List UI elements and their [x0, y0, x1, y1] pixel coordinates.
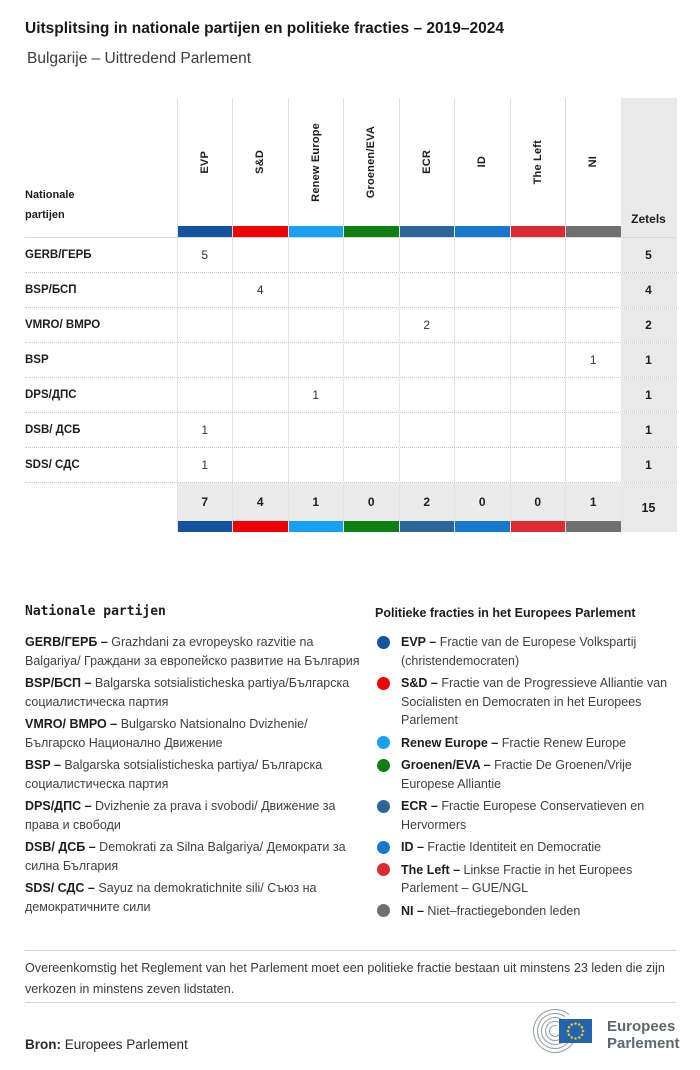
- party-name: GERB/ГЕРБ: [25, 249, 92, 261]
- seat-cell: 4: [232, 273, 288, 307]
- seat-cell: [565, 308, 621, 342]
- seat-cell: [288, 448, 344, 482]
- seat-cell: [399, 378, 455, 412]
- row-total-cell: 1: [621, 378, 677, 412]
- seat-cell: [288, 413, 344, 447]
- seat-cell: [343, 308, 399, 342]
- legend-entry: NI – Niet–fractiegebonden leden: [375, 902, 680, 921]
- renew-color-dot-icon: [377, 736, 390, 749]
- column-header-sd: [232, 98, 288, 237]
- column-header-renew-europe: [288, 98, 344, 237]
- seat-cell: 1: [565, 343, 621, 377]
- seat-cell: [343, 378, 399, 412]
- group-color-bar: [400, 521, 455, 532]
- seat-cell: [399, 343, 455, 377]
- seat-cell: [177, 308, 233, 342]
- column-header-id: [454, 98, 510, 237]
- row-header-label: Nationale partijen: [25, 189, 75, 221]
- seat-cell: [343, 448, 399, 482]
- fractions-legend: [375, 606, 680, 924]
- totals-empty-cell: [25, 483, 177, 532]
- group-color-bar: [511, 521, 566, 532]
- column-header-label: EVP: [198, 150, 211, 174]
- legend-heading: Politieke fracties in het Europees Parlement: [375, 606, 636, 620]
- legend-entry: VMRO/ ВМРО – Bulgarsko Natsionalno Dvizhenie/ Българско Национално Движение: [25, 717, 308, 750]
- source-value: Europees Parlement: [61, 1037, 188, 1052]
- total-cell: 0: [454, 483, 510, 532]
- seat-cell: [177, 273, 233, 307]
- ep-hemicycle-icon: [528, 1008, 598, 1062]
- seat-cell: [399, 238, 455, 272]
- seat-cell: [232, 308, 288, 342]
- row-total-cell: 1: [621, 448, 677, 482]
- grand-total-cell: 15: [621, 483, 677, 532]
- ecr-color-dot-icon: [377, 800, 390, 813]
- seat-cell: [232, 448, 288, 482]
- seat-cell: [177, 378, 233, 412]
- legend-entry: ECR – Fractie Europese Conservatieven en Hervormers: [375, 797, 680, 834]
- seat-cell: [399, 448, 455, 482]
- group-color-bar: [455, 521, 510, 532]
- total-cell: 2: [399, 483, 455, 532]
- legend-entry: EVP – Fractie van de Europese Volkspartij (christendemocraten): [375, 633, 680, 670]
- legend-entry: SDS/ СДС – Sayuz na demokratichnite sili/ Съюз на демократичните сили: [25, 881, 317, 914]
- column-header-ni: [565, 98, 621, 237]
- column-header-the-left: [510, 98, 566, 237]
- table-row: [25, 342, 677, 377]
- legend-heading: Nationale partijen: [25, 604, 166, 619]
- table-row: [25, 237, 677, 272]
- groenen-color-dot-icon: [377, 759, 390, 772]
- seat-cell: [510, 378, 566, 412]
- seat-cell: [232, 238, 288, 272]
- party-name: VMRO/ ВМРО: [25, 319, 101, 331]
- seat-cell: [232, 343, 288, 377]
- footnote: Overeenkomstig het Reglement van het Parlement moet een politieke fractie bestaan uit minstens 23 leden die zijn verkozen in minstens zeven lidstaten.: [25, 961, 665, 996]
- seat-cell: [232, 378, 288, 412]
- group-color-bar: [566, 521, 621, 532]
- seat-cell: 1: [177, 413, 233, 447]
- ep-logo-text: Europees Parlement: [607, 1018, 680, 1052]
- group-color-bar: [511, 226, 566, 237]
- column-header-label: Groenen/EVA: [365, 125, 378, 199]
- seat-cell: 2: [399, 308, 455, 342]
- group-color-bar: [344, 521, 399, 532]
- table-header-row: [25, 98, 677, 237]
- row-total-cell: 4: [621, 273, 677, 307]
- total-cell: 1: [288, 483, 344, 532]
- total-cell: 1: [565, 483, 621, 532]
- group-color-bar: [178, 521, 233, 532]
- group-color-bar: [400, 226, 455, 237]
- source-line: [25, 1037, 188, 1052]
- totals-row: [25, 482, 677, 532]
- id-color-dot-icon: [377, 841, 390, 854]
- page-title: Uitsplitsing in nationale partijen en politieke fracties – 2019–2024: [25, 20, 504, 37]
- column-header-label: ID: [476, 156, 489, 168]
- group-color-bar: [233, 226, 288, 237]
- seat-cell: [565, 413, 621, 447]
- source-label: Bron:: [25, 1037, 61, 1052]
- table-row: [25, 307, 677, 342]
- total-cell: 7: [177, 483, 233, 532]
- seat-cell: [454, 413, 510, 447]
- party-name: DPS/ДПС: [25, 389, 77, 401]
- group-color-bar: [233, 521, 288, 532]
- seat-cell: [565, 378, 621, 412]
- divider: [25, 1002, 676, 1003]
- total-cell: 0: [343, 483, 399, 532]
- legend-entry: Groenen/EVA – Fractie De Groenen/Vrije Europese Alliantie: [375, 756, 680, 793]
- legend-entry: DPS/ДПС – Dvizhenie za prava i svobodi/ Движение за права и свободи: [25, 799, 336, 832]
- party-name: SDS/ СДС: [25, 459, 80, 471]
- group-color-bar: [344, 226, 399, 237]
- legend-entry: BSP/БСП – Balgarska sotsialisticheska partiya/Българска социалистическа партия: [25, 676, 350, 709]
- legend-entry: S&D – Fractie van de Progressieve Alliantie van Socialisten en Democraten in het Europees Parlement: [375, 674, 680, 730]
- seat-cell: [288, 343, 344, 377]
- seat-cell: [343, 413, 399, 447]
- seats-table: [25, 98, 677, 532]
- theleft-color-dot-icon: [377, 863, 390, 876]
- group-color-bar: [289, 521, 344, 532]
- table-row: [25, 272, 677, 307]
- seat-cell: 5: [177, 238, 233, 272]
- seat-cell: [565, 273, 621, 307]
- legend-entry: ID – Fractie Identiteit en Democratie: [375, 838, 680, 857]
- party-name: BSP: [25, 354, 49, 366]
- seat-cell: 1: [177, 448, 233, 482]
- seat-cell: [232, 413, 288, 447]
- seat-cell: 1: [288, 378, 344, 412]
- seat-cell: [454, 238, 510, 272]
- seat-cell: [177, 343, 233, 377]
- seat-cell: [510, 308, 566, 342]
- legend-entry: DSB/ ДСБ – Demokrati za Silna Balgariya/ Демократи за силна България: [25, 840, 346, 873]
- seat-cell: [399, 273, 455, 307]
- table-row: [25, 412, 677, 447]
- seat-cell: [510, 448, 566, 482]
- seat-cell: [565, 238, 621, 272]
- seat-cell: [288, 308, 344, 342]
- column-header-label: ECR: [420, 150, 433, 174]
- legend-entry: GERB/ГЕРБ – Grazhdani za evropeysko razvitie na Balgariya/ Граждани за европейско развитие на България: [25, 635, 360, 668]
- total-cell: 4: [232, 483, 288, 532]
- page-subtitle: Bulgarije – Uittredend Parlement: [27, 50, 252, 67]
- column-header-label: NI: [587, 156, 600, 168]
- seat-cell: [288, 273, 344, 307]
- total-cell: 0: [510, 483, 566, 532]
- seat-cell: [565, 448, 621, 482]
- table-row: [25, 377, 677, 412]
- seat-cell: [454, 378, 510, 412]
- table-row: [25, 447, 677, 482]
- column-header-label: The Left: [531, 139, 544, 185]
- divider: [25, 950, 676, 951]
- seat-cell: [454, 343, 510, 377]
- column-header-groenen-eva: [343, 98, 399, 237]
- seat-cell: [510, 413, 566, 447]
- seat-cell: [343, 238, 399, 272]
- column-header-evp: [177, 98, 233, 237]
- seat-cell: [454, 273, 510, 307]
- national-parties-legend: [25, 604, 360, 920]
- seat-cell: [454, 448, 510, 482]
- table-corner-cell: [25, 98, 177, 237]
- legend-entry: BSP – Balgarska sotsialisticheska partiya/ Българска социалистическа партия: [25, 758, 323, 791]
- group-color-bar: [178, 226, 233, 237]
- group-color-bar: [455, 226, 510, 237]
- party-name: BSP/БСП: [25, 284, 77, 296]
- legend-entry: Renew Europe – Fractie Renew Europe: [375, 734, 680, 753]
- column-header-label: Renew Europe: [309, 122, 322, 202]
- legend-entry: The Left – Linkse Fractie in het Europees Parlement – GUE/NGL: [375, 861, 680, 898]
- evp-color-dot-icon: [377, 636, 390, 649]
- row-total-cell: 1: [621, 343, 677, 377]
- group-color-bar: [289, 226, 344, 237]
- seat-cell: [510, 238, 566, 272]
- column-header-label: S&D: [254, 150, 267, 174]
- column-header-ecr: [399, 98, 455, 237]
- column-header-zetels: Zetels: [621, 98, 677, 237]
- row-total-cell: 2: [621, 308, 677, 342]
- ni-color-dot-icon: [377, 904, 390, 917]
- sd-color-dot-icon: [377, 677, 390, 690]
- seat-cell: [510, 273, 566, 307]
- seat-cell: [454, 308, 510, 342]
- row-total-cell: 5: [621, 238, 677, 272]
- party-name: DSB/ ДСБ: [25, 424, 81, 436]
- row-total-cell: 1: [621, 413, 677, 447]
- seat-cell: [510, 343, 566, 377]
- seat-cell: [399, 413, 455, 447]
- group-color-bar: [566, 226, 621, 237]
- seat-cell: [343, 273, 399, 307]
- seat-cell: [343, 343, 399, 377]
- seat-cell: [288, 238, 344, 272]
- ep-logo: [528, 1008, 680, 1062]
